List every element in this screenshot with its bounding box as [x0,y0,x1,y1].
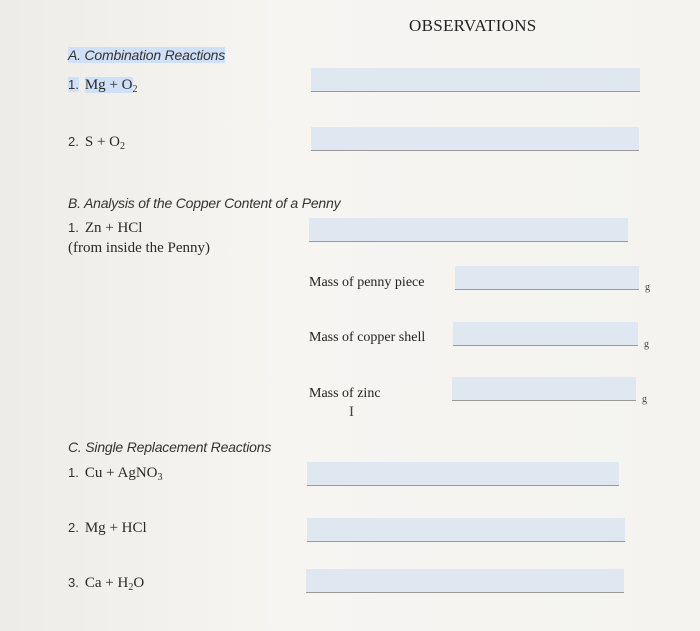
section-a-title: A. Combination Reactions [68,47,226,63]
observation-field-c3[interactable] [306,569,624,593]
mass-penny-unit: g [645,282,650,293]
reaction-b1: 1. Zn + HCl [68,220,143,236]
reaction-a2: 2. $S + O_2$ [68,134,125,152]
reaction-c3: 3. $Ca + H_2O$ [68,575,145,593]
text-cursor-icon: I [349,404,354,420]
mass-zinc-unit: g [642,394,647,405]
observation-field-a2[interactable] [311,127,639,151]
reaction-a1: 1. $Mg + O_2$ [68,77,138,95]
section-c-title: C. Single Replacement Reactions [68,439,272,455]
observation-field-b1[interactable] [309,218,628,242]
mass-penny-field[interactable] [455,266,639,290]
observation-field-a1[interactable] [311,68,640,92]
section-b-title: B. Analysis of the Copper Content of a Penny [68,195,341,211]
mass-penny-label: Mass of penny piece [309,275,425,290]
mass-copper-label: Mass of copper shell [309,330,426,345]
mass-copper-unit: g [644,339,649,350]
observation-field-c2[interactable] [307,518,625,542]
page-title: OBSERVATIONS [409,16,537,35]
mass-zinc-field[interactable] [452,377,636,401]
observation-field-c1[interactable] [307,462,619,486]
mass-zinc-label: Mass of zinc [309,386,381,401]
reaction-c1: 1. Cu + AgNO$_3$ [68,465,163,483]
reaction-a1-number: 1. [68,77,79,92]
mass-copper-field[interactable] [453,322,638,346]
reaction-b1-note: (from inside the Penny) [68,240,211,256]
reaction-c2: 2. Mg + HCl [68,520,147,536]
